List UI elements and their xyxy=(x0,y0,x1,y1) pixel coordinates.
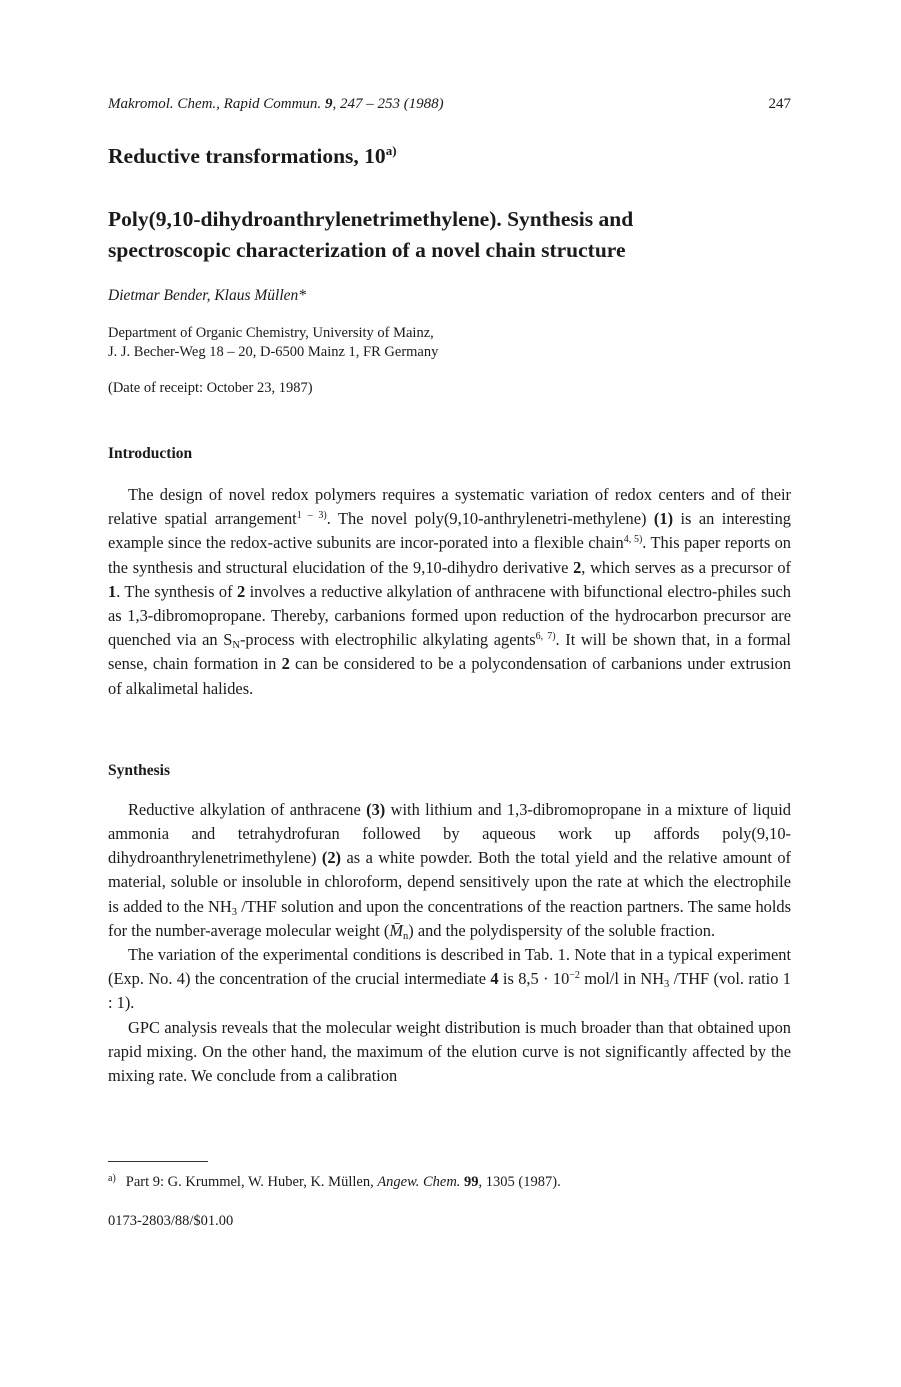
paper-page xyxy=(108,96,791,1230)
section-heading-synthesis: Synthesis xyxy=(108,761,171,779)
journal-citation: Makromol. Chem., Rapid Commun. 9, 247 – 253 (1988) xyxy=(108,96,444,112)
footnote-rule xyxy=(108,1161,208,1162)
footnote-mark: a) xyxy=(108,1173,116,1185)
mn-symbol: M̄ xyxy=(389,920,404,940)
synthesis-paragraph-2: The variation of the experimental conditions is described in Tab. 1. Note that in a typical experiment (Exp. No. 4) the concentration of the crucial intermediate 4 is $8,5 \cdot 10^{-2}$ mol/l in $NH_3$ /THF (vol. ratio 1 : 1). xyxy=(108,945,791,1013)
journal-volume: 9 xyxy=(324,96,333,112)
series-title-note-mark: a) xyxy=(385,143,397,158)
exponent: −2 xyxy=(569,970,580,982)
compound-label: 4 xyxy=(490,969,499,989)
compound-label: 2 xyxy=(573,557,582,577)
reference-mark: 1 – 3) xyxy=(296,510,327,522)
authors: Dietmar Bender, Klaus Müllen* xyxy=(108,287,307,304)
subscript: 3 xyxy=(664,979,670,991)
subscript: n xyxy=(403,930,409,942)
reference-mark: 4, 5) xyxy=(623,534,643,546)
affiliation: Department of Organic Chemistry, University of Mainz, J. J. Becher-Weg 18 – 20, D-6500 Mainz 1, FR Germany xyxy=(108,325,439,360)
compound-label: 2 xyxy=(236,581,246,601)
section-heading-introduction: Introduction xyxy=(108,445,193,462)
article-code: 0173-2803/88/$01.00 xyxy=(108,1213,234,1230)
receipt-date: (Date of receipt: October 23, 1987) xyxy=(108,380,313,396)
reference-mark: 6, 7) xyxy=(535,631,556,643)
footnote: $^{a)}$ Part 9: G. Krummel, W. Huber, K. Müllen, Angew. Chem. 99, 1305 (1987). xyxy=(108,1173,561,1191)
compound-label: (2) xyxy=(321,848,342,868)
footnote-journal: Angew. Chem. xyxy=(377,1174,461,1191)
synthesis-paragraph-3: GPC analysis reveals that the molecular weight distribution is much broader than that obtained upon rapid mixing. On the other hand, the maximum of the elution curve is not significantly affected by the mixing rate. We conclude from a calibration xyxy=(108,1017,791,1086)
article-title-line-1: Poly(9,10-dihydroanthrylenetrimethylene). Synthesis and xyxy=(108,207,634,231)
synthesis-paragraph-1: Reductive alkylation of anthracene (3) with lithium and 1,3-dibromopropane in a mixture of liquid ammonia and tetrahydrofuran followed by aqueous work up affords poly(9,10-dihydroanthrylenetrimethylene) (2) as a white powder. Both the total yield and the relative amount of material, soluble or insoluble in chloroform, depend sensitively upon the rate at which the electrophile is added to the $NH_3$ /THF solution and upon the concentrations of the reaction partners. The same holds for the number-average molecular weight $(M̄_n)$ and the polydispersity of the soluble fraction. xyxy=(108,799,791,942)
compound-label: (1) xyxy=(653,509,674,529)
series-title: Reductive transformations, 10$^{a)}$ xyxy=(108,143,397,168)
footnote-volume: 99 xyxy=(464,1174,479,1191)
page-number: 247 xyxy=(768,96,791,112)
article-title-line-2: spectroscopic characterization of a novel chain structure xyxy=(108,238,626,262)
sn-subscript: N xyxy=(232,640,240,652)
compound-label: 2 xyxy=(281,654,290,674)
compound-label: 1 xyxy=(108,581,117,601)
running-head xyxy=(108,96,791,118)
subscript: 3 xyxy=(231,906,237,918)
compound-label: (3) xyxy=(366,799,386,819)
article-title xyxy=(108,204,791,266)
introduction-paragraph: The design of novel redox polymers requires a systematic variation of redox centers and of their relative spatial arrangement$^{1 - 3)}$. The novel poly(9,10-anthrylenetri-methylene) (1) is an interesting example since the redox-active subunits are incor-porated into a flexible chain$^{4, 5)}$. This paper reports on the synthesis and structural elucidation of the 9,10-dihydro derivative 2, which serves as a precursor of 1. The synthesis of 2 involves a reductive alkylation of anthracene with bifunctional electro-philes such as 1,3-dibromopropane. Thereby, carbanions formed upon reduction of the hydrocarbon precursor are quenched via an $S_N$-process with electrophilic alkylating agents$^{6, 7)}$. It will be shown that, in a formal sense, chain formation in 2 can be considered to be a polycondensation of carbanions under extrusion of alkalimetal halides. xyxy=(108,485,792,698)
